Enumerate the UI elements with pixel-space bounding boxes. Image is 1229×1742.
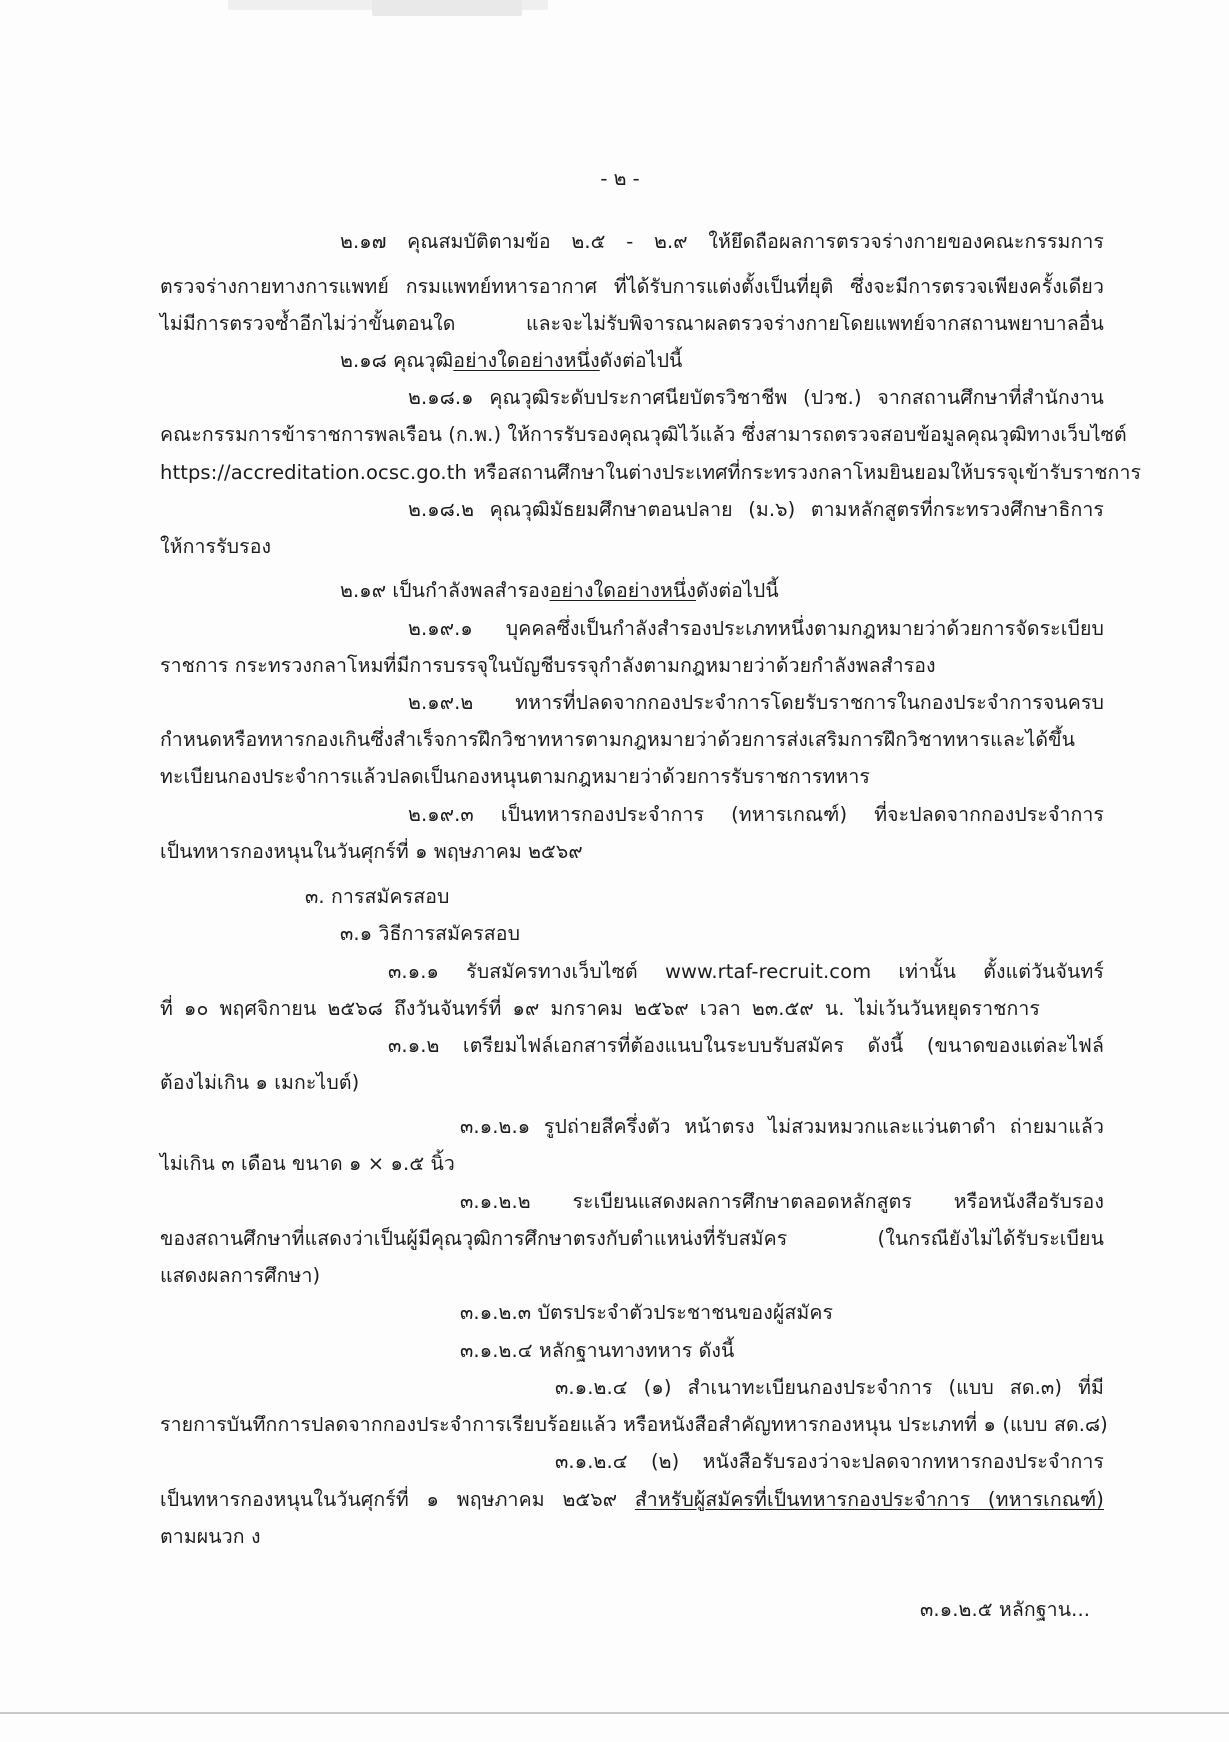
text-line	[460, 1187, 1104, 1217]
text-line	[388, 957, 1104, 987]
text-segment: ๓.๑.๒.๑ รูปถ่ายสีครึ่งตัว หน้าตรง ไม่สวมหมวกและแว่นตาดำ ถ่ายมาแล้ว	[460, 1115, 1104, 1138]
text-segment: ๓.๑.๑ รับสมัครทางเว็บไซต์ www.rtaf-recruit.com เท่านั้น ตั้งแต่วันจันทร์	[388, 960, 1104, 983]
text-segment: ๒.๑๙.๓ เป็นทหารกองประจำการ (ทหารเกณฑ์) ที่จะปลดจากกองประจำการ	[408, 803, 1104, 826]
text-line	[555, 1373, 1104, 1403]
text-segment: ๓.๑.๒.๒ ระเบียนแสดงผลการศึกษาตลอดหลักสูตร หรือหนังสือรับรอง	[460, 1190, 1104, 1213]
underlined-text: อย่างใดอย่างหนึ่ง	[549, 579, 696, 602]
text-line	[160, 762, 870, 792]
text-line	[408, 495, 1104, 525]
text-line	[408, 800, 1104, 830]
text-segment: ไม่เกิน ๓ เดือน ขนาด ๑ × ๑.๕ นิ้ว	[160, 1152, 455, 1175]
text-line	[160, 651, 1104, 681]
text-line	[340, 346, 682, 376]
continuation-note	[920, 1595, 1090, 1625]
text-line	[160, 420, 1127, 450]
text-segment: ของสถานศึกษาที่แสดงว่าเป็นผู้มีคุณวุฒิการศึกษาตรงกับตำแหน่งที่รับสมัคร (ในกรณียังไม่ได้รับระเบียน	[160, 1227, 1104, 1250]
text-segment: ตรวจร่างกายทางการแพทย์ กรมแพทย์ทหารอากาศ ที่ได้รับการแต่งตั้งเป็นที่ยุติ ซึ่งจะมีการตรวจเพียงครั้งเดียว	[160, 275, 1104, 298]
text-line	[160, 725, 1104, 755]
text-segment: ไม่มีการตรวจซ้ำอีกไม่ว่าขั้นตอนใด และจะไม่รับพิจารณาผลตรวจร่างกายโดยแพทย์จากสถานพยาบาลอื่น	[160, 312, 1104, 335]
text-segment: ๒.๑๙.๑ บุคคลซึ่งเป็นกำลังสำรองประเภทหนึ่งตามกฎหมายว่าด้วยการจัดระเบียบ	[408, 617, 1104, 640]
text-segment: ทะเบียนกองประจำการแล้วปลดเป็นกองหนุนตามกฎหมายว่าด้วยการรับราชการทหาร	[160, 765, 870, 788]
text-segment: ๓.๑.๒.๓ บัตรประจำตัวประชาชนของผู้สมัคร	[460, 1301, 834, 1324]
text-line	[460, 1112, 1104, 1142]
text-segment: ราชการ กระทรวงกลาโหมที่มีการบรรจุในบัญชีบรรจุกำลังตามกฎหมายว่าด้วยกำลังพลสำรอง	[160, 654, 936, 677]
text-segment: คณะกรรมการข้าราชการพลเรือน (ก.พ.) ให้การรับรองคุณวุฒิไว้แล้ว ซึ่งสามารถตรวจสอบข้อมูลคุณวุฒิทางเว็บไซต์	[160, 423, 1127, 446]
text-line	[160, 1068, 359, 1098]
section-heading	[305, 882, 450, 912]
text-segment: ๓.๑.๒.๔ หลักฐานทางทหาร ดังนี้	[460, 1339, 735, 1362]
text-segment: ๓.๑.๒.๔ (๒) หนังสือรับรองว่าจะปลดจากทหารกองประจำการ	[555, 1450, 1104, 1473]
text-segment: ดังต่อไปนี้	[599, 349, 683, 372]
text-segment: ๒.๑๙.๒ ทหารที่ปลดจากกองประจำการโดยรับราชการในกองประจำการจนครบ	[408, 691, 1104, 714]
scan-bottom-edge	[0, 1712, 1229, 1714]
text-segment: ให้การรับรอง	[160, 535, 272, 558]
text-line	[160, 994, 1040, 1024]
text-line	[460, 1298, 833, 1328]
text-segment: เป็นทหารกองหนุนในวันศุกร์ที่ ๑ พฤษภาคม ๒๕๖๙	[160, 1488, 635, 1511]
text-line	[388, 1031, 1104, 1061]
text-segment: ๒.๑๘.๒ คุณวุฒิมัธยมศึกษาตอนปลาย (ม.๖) ตามหลักสูตรที่กระทรวงศึกษาธิการ	[408, 498, 1104, 521]
text-line	[555, 1447, 1104, 1477]
text-line	[340, 227, 1104, 257]
text-line	[160, 1224, 1104, 1254]
text-line	[160, 1410, 1108, 1440]
text-segment: ๓.๑.๒.๔ (๑) สำเนาทะเบียนกองประจำการ (แบบ สด.๓) ที่มี	[555, 1376, 1104, 1399]
scan-smudge	[372, 0, 522, 16]
text-segment: ๒.๑๗ คุณสมบัติตามข้อ ๒.๕ - ๒.๙ ให้ยึดถือผลการตรวจร่างกายของคณะกรรมการ	[340, 230, 1104, 253]
text-line	[160, 309, 1104, 339]
text-segment: เป็นทหารกองหนุนในวันศุกร์ที่ ๑ พฤษภาคม ๒๕๖๙	[160, 840, 583, 863]
text-segment: ๓. การสมัครสอบ	[305, 885, 450, 908]
text-segment: ตามผนวก ง	[160, 1525, 261, 1548]
page-number: - ๒ -	[600, 167, 640, 190]
text-segment: ๒.๑๘.๑ คุณวุฒิระดับประกาศนียบัตรวิชาชีพ (ปวช.) จากสถานศึกษาที่สำนักงาน	[408, 386, 1104, 409]
text-segment: ๓.๑.๒ เตรียมไฟล์เอกสารที่ต้องแนบในระบบรับสมัคร ดังนี้ (ขนาดของแต่ละไฟล์	[388, 1034, 1104, 1057]
text-line	[160, 1261, 320, 1291]
text-line	[460, 1336, 734, 1366]
text-segment: ๓.๑ วิธีการสมัครสอบ	[340, 922, 521, 945]
text-segment: ต้องไม่เกิน ๑ เมกะไบต์)	[160, 1071, 360, 1094]
text-segment: แสดงผลการศึกษา)	[160, 1264, 321, 1287]
text-segment: ดังต่อไปนี้	[696, 579, 779, 602]
text-segment: ที่ ๑๐ พฤศจิกายน ๒๕๖๘ ถึงวันจันทร์ที่ ๑๙ มกราคม ๒๕๖๙ เวลา ๒๓.๕๙ น. ไม่เว้นวันหยุดราชการ	[160, 997, 1040, 1020]
text-line	[340, 576, 779, 606]
text-line	[160, 532, 271, 562]
text-segment: ๒.๑๘ คุณวุฒิ	[340, 349, 454, 372]
subsection-heading	[340, 919, 520, 949]
text-line	[160, 272, 1104, 302]
underlined-text: สำหรับผู้สมัครที่เป็นทหารกองประจำการ (ทหารเกณฑ์)	[634, 1488, 1105, 1511]
text-line	[408, 688, 1104, 718]
underlined-text: อย่างใดอย่างหนึ่ง	[453, 349, 600, 372]
text-line	[160, 837, 583, 867]
text-line	[408, 614, 1104, 644]
text-line	[160, 458, 1142, 488]
text-segment: รายการบันทึกการปลดจากกองประจำการเรียบร้อยแล้ว หรือหนังสือสำคัญทหารกองหนุน ประเภทที่ ๑ (แบบ สด.๘)	[160, 1413, 1108, 1436]
text-line	[160, 1522, 261, 1552]
text-segment: https://accreditation.ocsc.go.th หรือสถานศึกษาในต่างประเทศที่กระทรวงกลาโหมยินยอมให้บรรจุเข้ารับราชการ	[160, 461, 1142, 484]
text-segment: กำหนดหรือทหารกองเกินซึ่งสำเร็จการฝึกวิชาทหารตามกฎหมายว่าด้วยการส่งเสริมการฝึกวิชาทหารและได้ขึ้น	[160, 728, 1076, 751]
text-line	[160, 1485, 1104, 1515]
text-segment: ๓.๑.๒.๕ หลักฐาน...	[920, 1598, 1091, 1621]
text-line	[408, 383, 1104, 413]
text-segment: ๒.๑๙ เป็นกำลังพลสำรอง	[340, 579, 550, 602]
text-line	[160, 1149, 455, 1179]
